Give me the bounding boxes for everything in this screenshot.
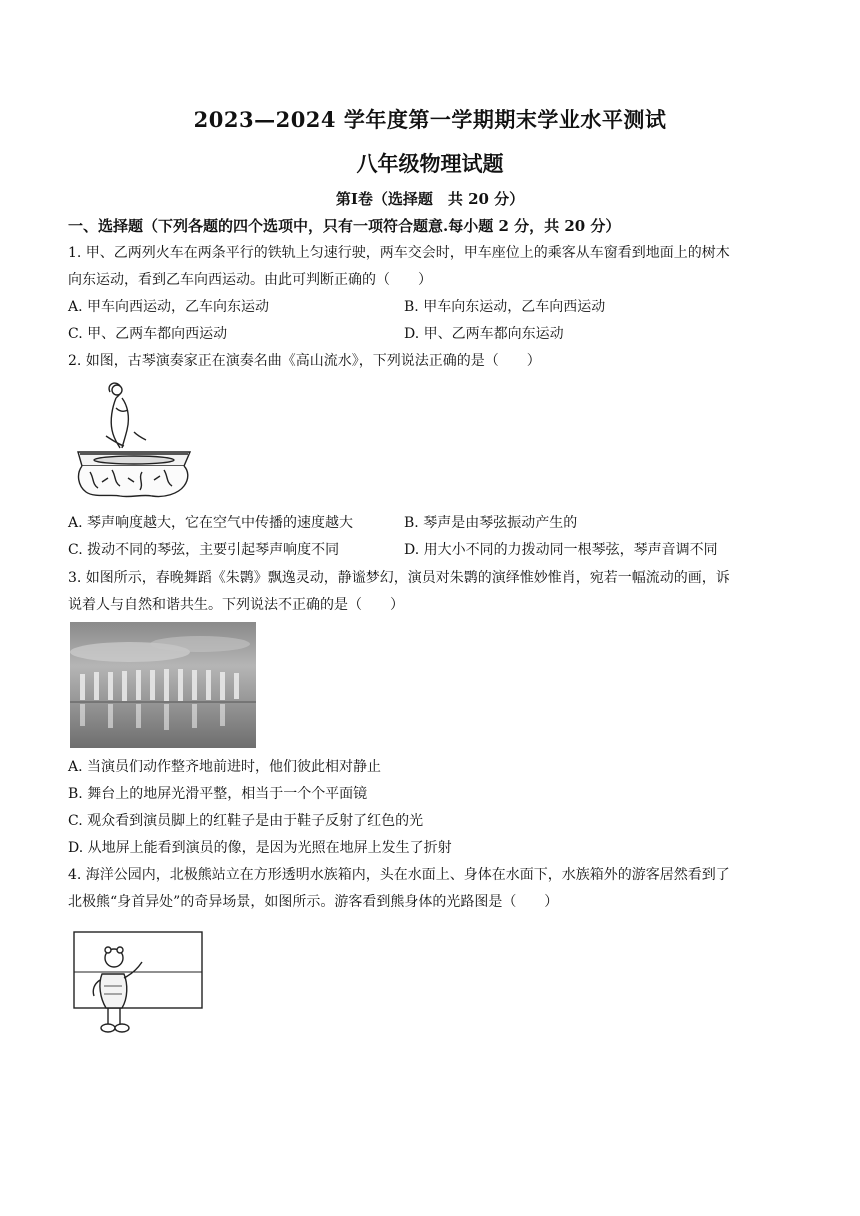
question-2-option-c: C. 拨动不同的琴弦，主要引起琴声响度不同 [68,542,340,558]
question-3-option-c: C. 观众看到演员脚上的红鞋子是由于鞋子反射了红色的光 [68,813,424,829]
question-2-stem-line1: 2. 如图，古琴演奏家正在演奏名曲《高山流水》，下列说法正确的是（ ） [68,353,541,369]
question-1-option-b: B. 甲车向东运动，乙车向西运动 [404,299,606,315]
question-1-option-d: D. 甲、乙两车都向东运动 [404,326,564,342]
question-4-stem-line2: 北极熊“身首异处”的奇异场景，如图所示。游客看到熊身体的光路图是（ ） [68,894,559,910]
polar-bear-aquarium-sketch-icon [70,920,210,1042]
question-1-stem-line1: 1. 甲、乙两列火车在两条平行的铁轨上匀速行驶，两车交会时，甲车座位上的乘客从车窗看到地面上的树木 [68,245,730,261]
question-2-option-a: A. 琴声响度越大，它在空气中传播的速度越大 [68,515,354,531]
question-4-stem-line1: 4. 海洋公园内，北极熊站立在方形透明水族箱内，头在水面上、身体在水面下，水族箱外的游客居然看到了 [68,867,730,883]
question-1-option-a: A. 甲车向西运动，乙车向东运动 [68,299,270,315]
question-1-stem-line2: 向东运动，看到乙车向西运动。由此可判断正确的（ ） [68,272,432,288]
question-3-stem-line1: 3. 如图所示，春晚舞蹈《朱鹮》飘逸灵动，静谧梦幻，演员对朱鹮的演绎惟妙惟肖，宛若一幅流动的画，诉 [68,570,730,586]
exam-subtitle: 八年级物理试题 [356,151,504,176]
question-2-option-b: B. 琴声是由琴弦振动产生的 [404,515,578,531]
question-1-option-c: C. 甲、乙两车都向西运动 [68,326,228,342]
guqin-player-illustration-icon [72,378,196,500]
question-3-option-a: A. 当演员们动作整齐地前进时，他们彼此相对静止 [68,759,382,775]
section-heading: 一、选择题（下列各题的四个选项中，只有一项符合题意.每小题 2 分，共 20 分） [68,217,621,235]
dance-stage-photo-icon [70,622,256,748]
question-3-option-b: B. 舞台上的地屏光滑平整，相当于一个个平面镜 [68,786,368,802]
question-3-stem-line2: 说着人与自然和谐共生。下列说法不正确的是（ ） [68,597,404,613]
question-2-option-d: D. 用大小不同的力拨动同一根琴弦，琴声音调不同 [404,542,718,558]
volume-heading: 第Ⅰ卷（选择题 共 20 分） [335,190,525,208]
exam-title: 2023—2024 学年度第一学期期末学业水平测试 [193,107,667,132]
question-3-option-d: D. 从地屏上能看到演员的像，是因为光照在地屏上发生了折射 [68,840,452,856]
